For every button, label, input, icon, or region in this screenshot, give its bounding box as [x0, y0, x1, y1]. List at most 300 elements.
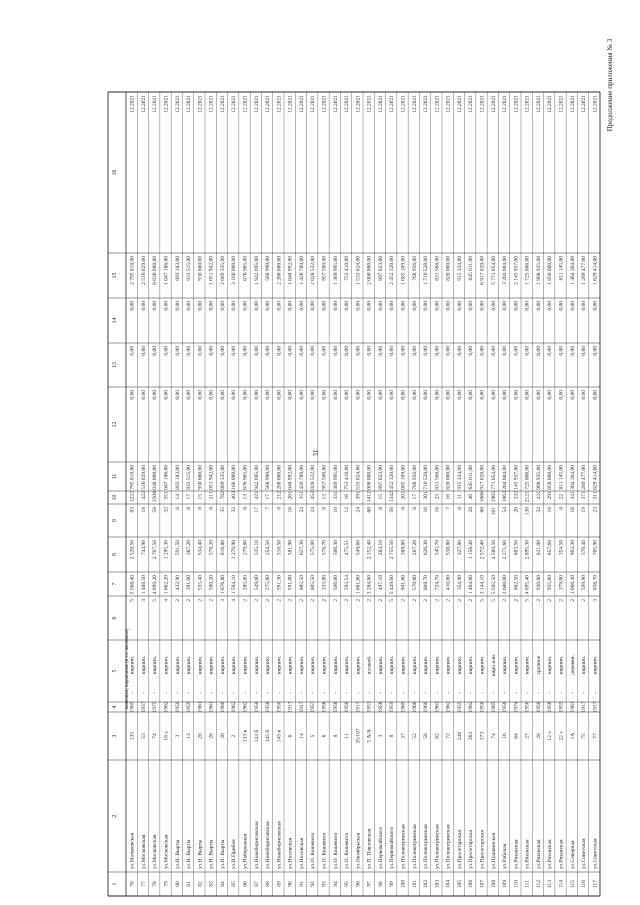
total-area: 1 408,50	[140, 575, 147, 595]
house-number: 58	[423, 733, 430, 739]
total-area: 379,00	[558, 575, 565, 591]
residents: 29	[547, 494, 554, 500]
house-number: 74	[490, 733, 497, 739]
completion-date: 12.2021	[445, 95, 452, 113]
residents: 15	[197, 494, 204, 500]
street-name: ул.Рязанская	[524, 839, 531, 869]
row-number: 80	[174, 881, 181, 887]
street-name: ул.Пролетарская	[456, 830, 463, 869]
column-number-header: 4	[112, 705, 118, 709]
row-number: 106	[468, 879, 475, 889]
cost-owners-total: 8 030 000,00	[152, 256, 159, 285]
cost-fund: 0,00	[253, 390, 260, 400]
street-name: ул.Северная	[569, 840, 576, 869]
cost-owners-total: 1 047 186,00	[163, 256, 170, 285]
year-built: 1956	[547, 701, 554, 713]
wall-material: кирпич.	[298, 655, 305, 675]
cost-owners: 0,00	[265, 301, 272, 311]
street-name: ул.Советская	[592, 838, 599, 869]
house-number: 64	[513, 733, 520, 739]
cost-fund: 0,00	[411, 390, 418, 400]
row-number: 78	[152, 881, 159, 887]
floors: 4	[163, 599, 170, 602]
floors: 2	[434, 599, 441, 602]
total-area: 4 099,20	[152, 575, 159, 595]
cost-owners: 0,00	[321, 301, 328, 311]
year-built: 1974	[513, 701, 520, 713]
cost-total: 1 420 789,00	[298, 465, 305, 494]
year-built: 1953	[366, 701, 373, 713]
dash-cell: -	[163, 692, 170, 694]
cost-total: 820 000,00	[445, 465, 452, 490]
cost-budget: 0,00	[535, 346, 542, 356]
cost-total: 811 145,00	[558, 465, 565, 490]
completion-date: 12.2021	[219, 95, 226, 113]
cost-owners-total: 1 289 477,00	[581, 256, 588, 285]
cost-fund: 0,00	[265, 390, 272, 400]
row-number: 92	[310, 881, 317, 887]
street-name: ул.Рязанская	[535, 839, 542, 869]
cost-total: 2 516 029,00	[140, 465, 147, 494]
cost-total: 933 515,00	[186, 465, 193, 490]
cost-owners: 0,00	[287, 301, 294, 311]
house-number: 8	[332, 734, 339, 738]
cost-owners-total: 1 364 364,00	[569, 256, 576, 285]
cost-owners: 0,00	[253, 301, 260, 311]
house-number: 373	[479, 731, 486, 741]
row-number: 76	[129, 881, 136, 887]
house-number: 135	[129, 731, 136, 741]
cost-budget: 0,00	[366, 346, 373, 356]
completion-date: 12.2021	[332, 95, 339, 113]
living-area: 575,00	[310, 540, 317, 556]
apartments: 16	[569, 507, 576, 513]
floors: 2	[456, 599, 463, 602]
year-built: 1958	[535, 701, 542, 713]
floors: 2	[400, 599, 407, 602]
total-area: 941,60	[400, 575, 407, 591]
cost-fund: 0,00	[479, 390, 486, 400]
residents: 134	[389, 494, 396, 503]
dash-cell: -	[490, 692, 497, 694]
cost-owners: 0,00	[355, 301, 362, 311]
house-number: 6	[287, 734, 294, 738]
street-name: ул.Октябрьская	[355, 832, 362, 869]
floors: 5	[490, 599, 497, 602]
house-number: 1А	[569, 732, 576, 740]
cost-owners: 0,00	[197, 301, 204, 311]
living-area: 283,10	[377, 540, 384, 556]
residents: 30	[423, 494, 430, 500]
cost-owners: 0,00	[344, 301, 351, 311]
cost-fund: 0,00	[423, 390, 430, 400]
cost-fund: 0,00	[535, 390, 542, 400]
cost-owners: 0,00	[479, 301, 486, 311]
cost-fund: 0,00	[502, 390, 509, 400]
year-built: 1960	[411, 701, 418, 713]
cost-total: 897 023,00	[377, 465, 384, 490]
apartments: 8	[174, 507, 181, 510]
total-area: 1 066,30	[569, 575, 576, 595]
living-area: 821,00	[535, 540, 542, 556]
street-name: ул.Рязанская	[558, 839, 565, 869]
cost-owners: 0,00	[129, 301, 136, 311]
total-area: 1 404,00	[468, 575, 475, 595]
cost-total: 1 908 935,00	[535, 465, 542, 494]
cost-budget: 0,00	[468, 346, 475, 356]
wall-material: кирпич.	[208, 655, 215, 675]
apartments: 8	[411, 507, 418, 510]
completion-date: 12.2021	[366, 95, 373, 113]
cost-fund: 0,00	[355, 390, 362, 400]
cost-owners-total: 897 023,00	[377, 256, 384, 281]
cost-fund: 0,00	[547, 390, 554, 400]
dash-cell: -	[400, 692, 407, 694]
cost-total: 831 568,00	[434, 465, 441, 490]
residents: 106	[502, 494, 509, 503]
street-name: ул.Н. Вырты	[197, 839, 204, 869]
completion-date: 12.2021	[423, 95, 430, 113]
street-name: ул.Полевогринская	[445, 824, 452, 869]
row-number: 79	[163, 881, 170, 887]
apartments: 32	[163, 507, 170, 513]
street-name: ул.Носовская	[287, 837, 294, 869]
cost-budget: 0,00	[129, 346, 136, 356]
wall-material: кирпич.	[377, 655, 384, 675]
cost-owners: 0,00	[174, 301, 181, 311]
cost-owners: 0,00	[389, 301, 396, 311]
row-number: 88	[265, 881, 272, 887]
cost-budget: 0,00	[298, 346, 305, 356]
cost-owners: 0,00	[186, 301, 193, 311]
floors: 2	[423, 599, 430, 602]
cost-budget: 0,00	[423, 346, 430, 356]
total-area: 805,50	[298, 575, 305, 591]
completion-date: 12.2021	[152, 95, 159, 113]
street-name: ул.Полевогринская	[400, 824, 407, 869]
living-area: 506,30	[332, 540, 339, 556]
street-name: ул.Н. Вырты	[186, 839, 193, 869]
apartments: 20	[513, 507, 520, 513]
wall-material: кирпич.	[242, 655, 249, 675]
total-area: 285,00	[242, 575, 249, 591]
cost-owners-total: 1 942 695,00	[253, 256, 260, 285]
dash-cell: -	[265, 692, 272, 694]
house-number: 246	[456, 731, 463, 741]
completion-date: 12.2021	[558, 95, 565, 113]
living-area: 2 895,30	[524, 540, 531, 560]
cost-owners-total: 1 710 528,00	[423, 256, 430, 285]
cost-total: 2 200 000,00	[276, 465, 283, 494]
cost-total: 2 452 320,00	[389, 465, 396, 494]
floors: 2	[468, 599, 475, 602]
dash-cell: -	[502, 692, 509, 694]
wall-material: кирпич.	[174, 655, 181, 675]
street-name: ул.Рязанская	[547, 839, 554, 869]
cost-budget: 0,00	[513, 346, 520, 356]
svg-text:31: 31	[312, 449, 320, 457]
house-number: 14	[298, 733, 305, 739]
floors: 5	[479, 599, 486, 602]
wall-material: кирпич.	[479, 655, 486, 675]
floors: 2	[332, 599, 339, 602]
total-area: 1 594,10	[231, 575, 238, 595]
street-name: ул.Московская	[152, 834, 159, 869]
wall-material: кирпич.	[411, 655, 418, 675]
cost-fund: 0,00	[366, 390, 373, 400]
cost-total: 1 850 600,00	[547, 465, 554, 494]
living-area: 816,80	[219, 540, 226, 556]
cost-owners: 0,00	[411, 301, 418, 311]
floors: 2	[253, 599, 260, 602]
cost-owners-total: 645 611,00	[468, 256, 475, 281]
living-area: 2 152,40	[366, 540, 373, 560]
completion-date: 12.2021	[344, 95, 351, 113]
dash-cell: -	[592, 692, 599, 694]
apartments: 24	[298, 507, 305, 513]
living-area: 705,90	[592, 540, 599, 556]
house-number: 6	[321, 734, 328, 738]
wall-material: кирпич.	[592, 655, 599, 675]
cost-total: 1 629 414,00	[592, 465, 599, 494]
cost-total: 2 145 937,00	[513, 465, 520, 494]
wall-material: кирпич.	[129, 655, 136, 675]
wall-material: кирпич.	[468, 655, 475, 675]
living-area: 857,68	[547, 540, 554, 556]
dash-cell: -	[276, 692, 283, 694]
floors: 2	[208, 599, 215, 602]
apartments: 60	[366, 507, 373, 513]
floors: 2	[535, 599, 542, 602]
cost-fund: 0,00	[389, 390, 396, 400]
house-number: 52	[411, 733, 418, 739]
total-area: 580,20	[208, 575, 215, 591]
living-area: 744,90	[140, 540, 147, 556]
dash-cell: -	[242, 692, 249, 694]
apartments: 8	[400, 507, 407, 510]
floors: 3	[140, 599, 147, 602]
year-built: 1917	[355, 701, 362, 713]
cost-owners-total: 831 568,00	[434, 256, 441, 281]
residents: 55	[163, 494, 170, 500]
wall-material: кирпич.	[332, 655, 339, 675]
completion-date: 12.2021	[231, 95, 238, 113]
cost-budget: 0,00	[377, 346, 384, 356]
floors: 2	[287, 599, 294, 602]
cost-total: 3 160 000,00	[231, 465, 238, 494]
residents: 14	[174, 494, 181, 500]
cost-owners-total: 2 000 000,00	[366, 256, 373, 285]
cost-owners: 0,00	[558, 301, 565, 311]
row-number: 103	[434, 879, 441, 889]
cost-fund: 0,00	[592, 390, 599, 400]
cost-owners: 0,00	[298, 301, 305, 311]
apartments: 8	[321, 507, 328, 510]
row-number: 85	[231, 881, 238, 887]
wall-material: срочное	[535, 655, 542, 675]
cost-owners-total: 1 850 600,00	[547, 256, 554, 285]
residents: 196	[490, 494, 497, 503]
wall-material: кирпич.	[265, 655, 272, 675]
cost-owners-total: 3 204 604,00	[502, 256, 509, 285]
column-number-header: 10	[112, 494, 118, 501]
year-built: 1958	[276, 701, 283, 713]
total-area: 5 568,40	[129, 575, 136, 595]
total-area: 1 662,20	[163, 575, 170, 595]
completion-date: 12.2021	[535, 95, 542, 113]
year-built: 1958	[344, 701, 351, 713]
residents: 150	[152, 494, 159, 503]
cost-owners-total: 915 334,00	[456, 256, 463, 281]
dash-cell: -	[535, 692, 542, 694]
cost-fund: 0,00	[287, 390, 294, 400]
residents: 31	[592, 494, 599, 500]
year-built: 1917	[298, 701, 305, 713]
total-area: 3 144,10	[479, 575, 486, 595]
house-number: 5	[310, 734, 317, 738]
page-number	[312, 449, 320, 457]
cost-total: 893 183,00	[174, 465, 181, 490]
cost-owners-total: 2 089 335,00	[219, 256, 226, 285]
house-number: 62	[434, 733, 441, 739]
cost-owners-total: 893 183,00	[174, 256, 181, 281]
cost-fund: 0,00	[310, 390, 317, 400]
wall-material: кирпич.	[355, 655, 362, 675]
residents: 40	[231, 494, 238, 500]
wall-material: кирпич.	[434, 655, 441, 675]
dash-cell: -	[524, 692, 531, 694]
house-number: 53	[140, 733, 147, 739]
cost-owners-total: 753 410,00	[344, 256, 351, 281]
cost-owners: 0,00	[152, 301, 159, 311]
floors: 2	[411, 599, 418, 602]
cost-total: 2 795 818,00	[129, 465, 136, 494]
cost-owners: 0,00	[163, 301, 170, 311]
row-number: 84	[219, 881, 226, 887]
row-number: 115	[569, 879, 576, 889]
cost-budget: 0,00	[265, 346, 272, 356]
floors: 3	[219, 599, 226, 602]
floors: 5	[524, 599, 531, 602]
cost-fund: 0,00	[197, 390, 204, 400]
house-number: 74	[152, 733, 159, 739]
completion-date: 12.2021	[321, 95, 328, 113]
wall-material: кирпич.	[186, 655, 193, 675]
house-number: 37	[400, 733, 407, 739]
cost-fund: 0,00	[186, 390, 193, 400]
house-number: 143 б	[253, 729, 260, 743]
dash-cell: -	[310, 692, 317, 694]
floors: 2	[298, 599, 305, 602]
house-number: 28	[535, 733, 542, 739]
year-built: 1917	[581, 701, 588, 713]
year-built: 1960	[423, 701, 430, 713]
year-built: 1962	[231, 701, 238, 713]
cost-owners-total: 5 771 054,00	[490, 256, 497, 285]
year-built: 1965	[129, 701, 136, 713]
apartments: 8	[276, 507, 283, 510]
cost-owners: 0,00	[445, 301, 452, 311]
cost-fund: 0,00	[344, 390, 351, 400]
cost-budget: 0,00	[547, 346, 554, 356]
cost-owners-total: 811 145,00	[558, 256, 565, 281]
completion-date: 12.2021	[389, 95, 396, 113]
cost-owners-total: 2 028 532,00	[310, 256, 317, 285]
apartments: 8	[456, 507, 463, 510]
column-number-header: 15	[112, 272, 118, 279]
apartments: 16	[287, 507, 294, 513]
total-area: 862,50	[513, 575, 520, 591]
living-area: 2 572,40	[479, 540, 486, 560]
year-built: 1975	[152, 701, 159, 713]
year-built: 1958	[265, 701, 272, 713]
living-area: 510,50	[276, 540, 283, 556]
cost-owners: 0,00	[513, 301, 520, 311]
cost-total: 768 956,00	[411, 465, 418, 490]
row-number: 96	[355, 881, 362, 887]
cost-owners: 0,00	[569, 301, 576, 311]
cost-total: 1 369 995,00	[332, 465, 339, 494]
living-area: 803,50	[513, 540, 520, 556]
cost-total: 1 710 528,00	[423, 465, 430, 494]
cost-fund: 0,00	[569, 390, 576, 400]
cost-owners-total: 2 145 937,00	[513, 256, 520, 285]
cost-owners-total: 1 908 935,00	[535, 256, 542, 285]
cost-fund: 0,00	[468, 390, 475, 400]
completion-date: 12.2021	[265, 95, 272, 113]
row-number: 99	[389, 881, 396, 887]
cost-owners: 0,00	[581, 301, 588, 311]
column-number-header: 16	[112, 169, 118, 176]
apartments: 8	[186, 507, 193, 510]
column-number-header: 5	[112, 669, 118, 673]
cost-owners: 0,00	[242, 301, 249, 311]
living-area: 2 271,60	[502, 540, 509, 560]
apartments: 8	[377, 507, 384, 510]
house-number: 13	[186, 733, 193, 739]
residents: 23	[434, 494, 441, 500]
street-name: ул.Пролетарская	[468, 830, 475, 869]
cost-fund: 0,00	[558, 390, 565, 400]
total-area: 591,00	[287, 575, 294, 591]
cost-fund: 0,00	[208, 390, 215, 400]
cost-owners-total: 676 965,00	[242, 256, 249, 281]
dash-cell: -	[468, 692, 475, 694]
residents: 78	[219, 494, 226, 500]
row-number: 94	[332, 881, 339, 887]
cost-owners-total: 1 629 414,00	[592, 256, 599, 285]
house-number: 363	[468, 731, 475, 741]
cost-owners: 0,00	[456, 301, 463, 311]
year-built: 1962	[242, 701, 249, 713]
wall-material: кирпич.	[140, 655, 147, 675]
apartments: 10	[332, 507, 339, 513]
cost-total: 1 942 695,00	[253, 465, 260, 494]
living-area: 591,50	[174, 540, 181, 556]
apartments: 12	[344, 507, 351, 513]
living-area: 549,60	[355, 540, 362, 556]
cost-budget: 0,00	[186, 346, 193, 356]
column-number-header: 8	[112, 553, 118, 556]
wall-material: кирпич.	[276, 655, 283, 675]
residents: 33	[332, 494, 339, 500]
house-number: 145 в	[276, 729, 283, 743]
total-area: 1 001,60	[355, 575, 362, 595]
year-built: 1963	[434, 701, 441, 713]
cost-owners-total: 957 500,00	[321, 256, 328, 281]
floors: 2	[377, 599, 384, 602]
column-number-header: 13	[112, 362, 118, 368]
